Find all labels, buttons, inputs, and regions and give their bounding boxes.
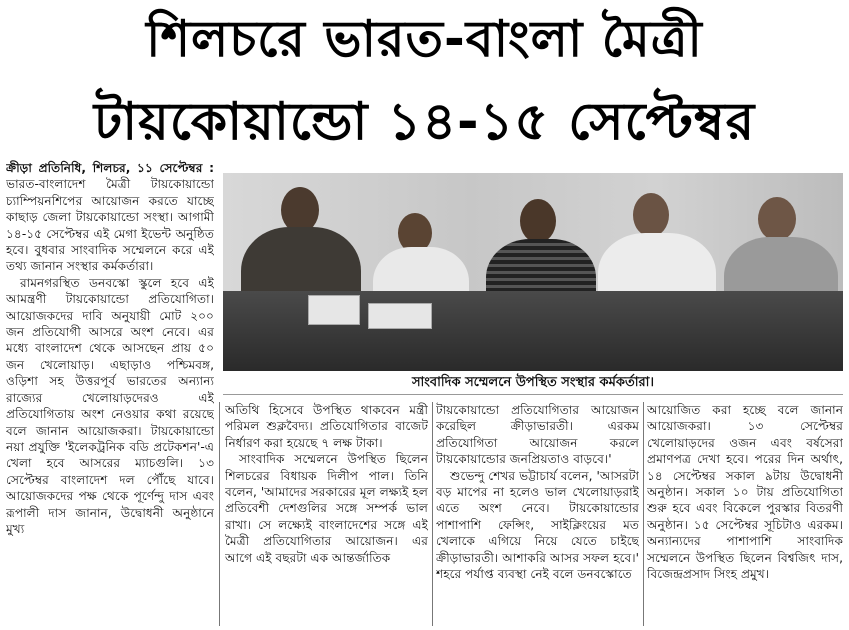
article-paragraph: রামনগরস্থিত ডনবস্কো স্কুলে হবে এই আমন্ত্রণী টায়কোয়ান্ডো প্রতিযোগিতা। আয়োজকদের দাবি অনুযায়ী মোট ২০০ জন প্রতিযোগী আসরে অংশ নেবে। এর মধ্যে বাংলাদেশ থেকে আসছেন প্রায় ৫০ জন খেলোয়াড়। এছাড়াও পশ্চিমবঙ্গ, ওড়িশা সহ উত্তরপূর্ব ভারতের অন্যান্য রাজ্যের খেলোয়াড়দেরও এই প্রতিযোগিতায় অংশ নেওয়ার কথা রয়েছে বলে জানান আয়োজকরা। টায়কোয়ান্ডো নয়া প্রযুক্তি 'ইলেকট্রনিক বডি প্রটেকশন'-এ খেলা হবে আসরের ম্যাচগুলি। ১৩ সেপ্টেম্বর বাংলাদেশ দল পৌঁছে যাবে। আয়োজকদের পক্ষ থেকে পূর্ণেন্দু দাস এবং রূপালী দাস জানান, উদ্বোধনী অনুষ্ঠানে মুখ্য (6, 275, 214, 536)
article-column-4 (647, 402, 843, 628)
column-divider (219, 402, 220, 626)
column-divider (432, 402, 433, 626)
article-paragraph: টায়কোয়ান্ডো প্রতিযোগিতার আয়োজন করেছিল ক্রীড়াভারতী। এরকম প্রতিযোগিতা আয়োজন করলে টায়কোয়ান্ডোর জনপ্রিয়তাও বাড়বে।' (436, 403, 639, 467)
article-paragraph: আয়োজিত করা হচ্ছে বলে জানান আয়োজকরা। ১৩ সেপ্টেম্বর খেলোয়াড়দের ওজন এবং বর্ষসেরা প্রমাণপত্র দেখা হবে। পরের দিন অর্থাৎ, ১৪ সেপ্টেম্বর সকাল ৯টায় উদ্বোধনী অনুষ্ঠান। সকাল ১০ টায় প্রতিযোগিতা শুরু হবে এবং বিকেলে পুরস্কার বিতরণী অনুষ্ঠান। ১৫ সেপ্টেম্বর সূচিটাও এরকম। অন্যান্যদের পাশাপাশি সাংবাদিক সম্মেলনে উপস্থিত ছিলেন বিশ্বজিৎ দাস, বিজেন্দ্রপ্রসাদ সিংহ প্রমুখ। (647, 403, 843, 582)
column-divider (643, 402, 644, 626)
article-column-2 (225, 402, 428, 628)
article-paragraph: অতিথি হিসেবে উপস্থিত থাকবেন মন্ত্রী পরিমল শুক্লবৈদ্য। প্রতিযোগিতার বাজেট নির্ধারণ করা হয়েছে ৭ লক্ষ টাকা। (225, 403, 428, 450)
article-paragraph: সাংবাদিক সম্মেলনে উপস্থিত ছিলেন শিলচরের বিধায়ক দিলীপ পাল। তিনি বলেন, 'আমাদের সরকারের মূল লক্ষ্যই হল প্রতিবেশী দেশগুলির সঙ্গে সম্পর্ক ভাল রাখা। সে লক্ষ্যেই বাংলাদেশের সঙ্গে এই মৈত্রী প্রতিযোগিতার আয়োজন। এর আগে এই বছরটা এক আন্তর্জাতিক (225, 452, 428, 565)
article-column-1 (6, 160, 214, 628)
press-conference-photo (223, 173, 843, 371)
byline: ক্রীড়া প্রতিনিধি, শিলচর, ১১ সেপ্টেম্বর : (6, 161, 214, 175)
article-paragraph: শুভেন্দু শেখর ভট্টাচার্য বলেন, 'আসরটা বড় মাপের না হলেও ভাল খেলোয়াড়রাই এতে অংশ নেবে। টায়কোয়ান্ডোর পাশাপাশি ফেন্সিং, সাইক্লিংয়ের মত খেলাকে এগিয়ে নিয়ে যেতে চাইছে ক্রীড়াভারতী। আশাকরি আসর সফল হবে।' শহরে পর্যাপ্ত ব্যবস্থা নেই বলে ডনবস্কোতে (436, 468, 639, 582)
headline-line-2: টায়কোয়ান্ডো ১৪-১৫ সেপ্টেম্বর (93, 92, 756, 152)
article-paragraph (6, 160, 214, 275)
photo-caption: সাংবাদিক সম্মেলনে উপস্থিত সংস্থার কর্মকর্তারা। (223, 372, 843, 395)
article-paragraph-text: ভারত-বাংলাদেশ মৈত্রী টায়কোয়ান্ডো চ্যাম্পিয়নশিপের আয়োজন করতে যাচ্ছে কাছাড় জেলা টায়কোয়ান্ডো সংস্থা। আগামী ১৪-১৫ সেপ্টেম্বর এই মেগা ইভেন্ট অনুষ্ঠিত হবে। বুধবার সাংবাদিক সম্মেলনে করে এই তথ্য জানান সংস্থার কর্মকর্তারা। (6, 177, 214, 274)
headline-line-1: শিলচরে ভারত-বাংলা মৈত্রী (146, 10, 703, 68)
article-column-3 (436, 402, 639, 628)
photo-papers (368, 303, 432, 329)
photo-papers (308, 295, 360, 325)
